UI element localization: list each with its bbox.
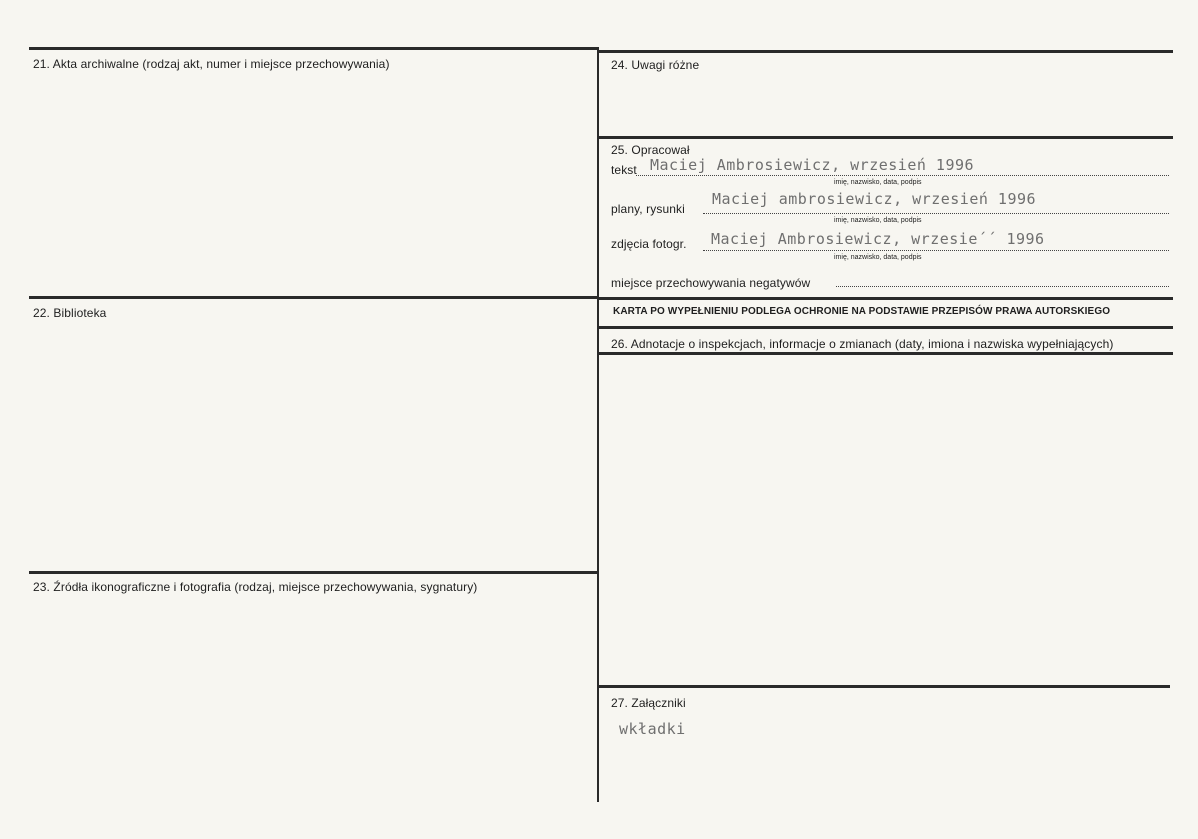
section-25-title: 25. Opracował	[611, 143, 690, 157]
text-author-caption: imię, nazwisko, data, podpis	[834, 179, 922, 186]
rule-below-26-title	[598, 352, 1173, 355]
attachments-value: wkładki	[619, 720, 686, 738]
photos-author-line	[703, 250, 1169, 251]
negatives-location-label: miejsce przechowywania negatywów	[611, 276, 811, 290]
text-author-value: Maciej Ambrosiewicz, wrzesień 1996	[650, 156, 975, 174]
copyright-notice: KARTA PO WYPEŁNIENIU PODLEGA OCHRONIE NA PODSTAWIE PRZEPISÓW PRAWA AUTORSKIEGO	[613, 306, 1111, 317]
negatives-location-line	[836, 286, 1169, 287]
rule-above-25	[598, 136, 1173, 139]
section-27-label: 27. Załączniki	[611, 696, 686, 710]
plans-author-value: Maciej ambrosiewicz, wrzesień 1996	[712, 190, 1037, 208]
text-author-line	[636, 175, 1169, 176]
photos-author-value: Maciej Ambrosiewicz, wrzesie´´ 1996	[711, 230, 1045, 248]
plans-author-label: plany, rysunki	[611, 202, 685, 216]
section-22-label: 22. Biblioteka	[33, 306, 107, 320]
column-divider	[597, 47, 599, 802]
section-21-label: 21. Akta archiwalne (rodzaj akt, numer i miejsce przechowywania)	[33, 57, 390, 71]
section-26-label: 26. Adnotacje o inspekcjach, informacje o zmianach (daty, imiona i nazwiska wypełniających)	[611, 337, 1114, 351]
plans-author-line	[703, 213, 1169, 214]
rule-above-notice	[598, 297, 1173, 300]
rule-above-23	[29, 571, 598, 574]
photos-author-label: zdjęcia fotogr.	[611, 237, 687, 251]
section-23-label: 23. Źródła ikonograficzne i fotografia (rodzaj, miejsce przechowywania, sygnatury)	[33, 580, 478, 594]
rule-above-22	[29, 296, 598, 299]
plans-author-caption: imię, nazwisko, data, podpis	[834, 217, 922, 224]
photos-author-caption: imię, nazwisko, data, podpis	[834, 254, 922, 261]
section-24-label: 24. Uwagi różne	[611, 58, 700, 72]
rule-above-27	[598, 685, 1170, 688]
top-rule-right	[598, 50, 1173, 53]
text-author-label: tekst	[611, 163, 637, 177]
top-rule-left	[29, 47, 598, 50]
rule-above-26	[598, 326, 1173, 329]
